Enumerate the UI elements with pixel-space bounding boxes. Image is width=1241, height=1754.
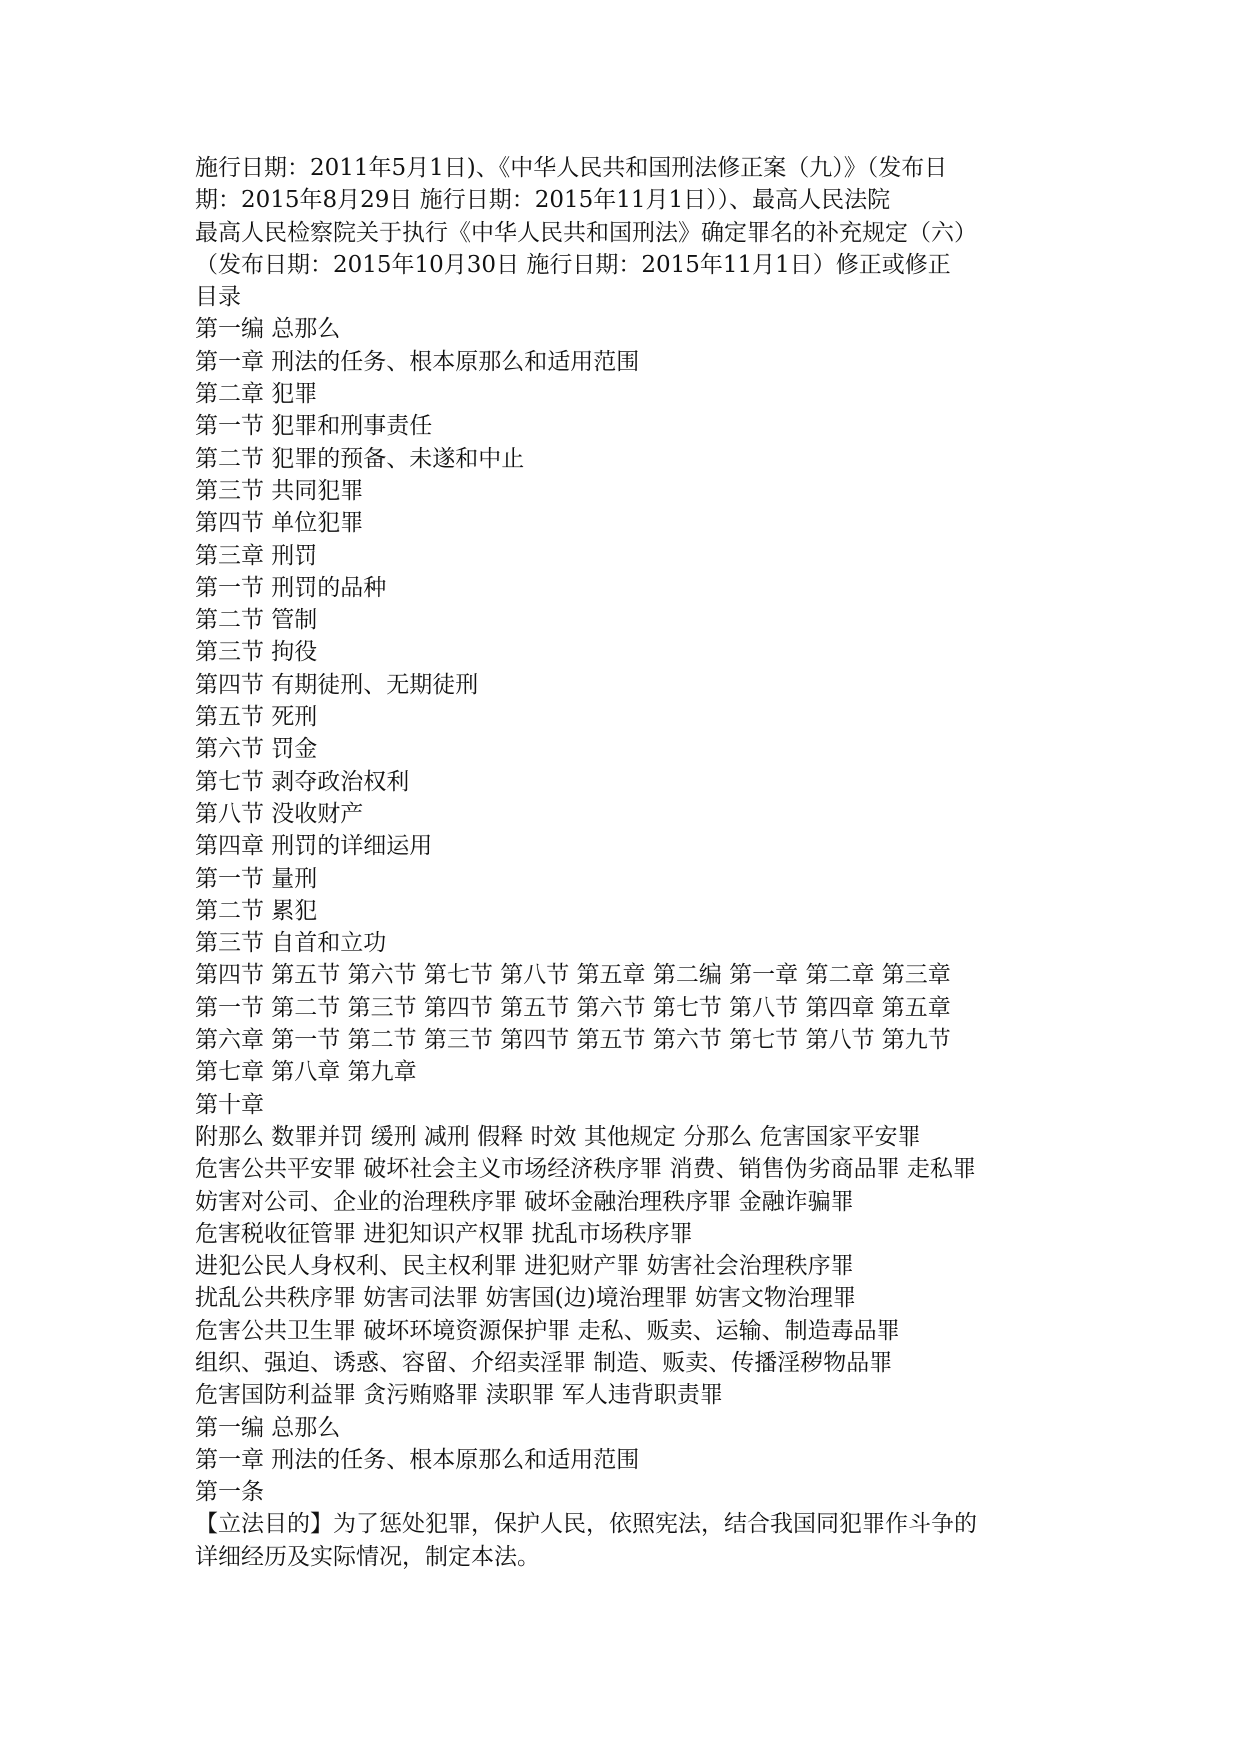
toc-item: 附那么 数罪并罚 缓刑 减刑 假释 时效 其他规定 分那么 危害国家平安罪: [195, 1123, 921, 1150]
toc-item: 第二节 管制: [195, 607, 318, 634]
toc-item: 妨害对公司、企业的治理秩序罪 破坏金融治理秩序罪 金融诈骗罪: [195, 1188, 854, 1215]
toc-item: 第五节 死刑: [195, 704, 318, 731]
toc-item: 第一章 刑法的任务、根本原那么和适用范围: [195, 348, 640, 375]
document-body: [195, 152, 1075, 1573]
article-heading: 第一条: [195, 1479, 264, 1506]
toc-item: 第一节 刑罚的品种: [195, 574, 387, 601]
toc-item: 组织、强迫、诱惑、容留、介绍卖淫罪 制造、贩卖、传播淫秽物品罪: [195, 1349, 893, 1376]
toc-item: 危害公共卫生罪 破坏环境资源保护罪 走私、贩卖、运输、制造毒品罪: [195, 1317, 900, 1344]
text-line: 最高人民检察院关于执行《中华人民共和国刑法》确定罪名的补充规定（六）: [195, 219, 977, 246]
toc-item: 第三节 拘役: [195, 639, 318, 666]
toc-item: 第七章 第八章 第九章: [195, 1059, 417, 1086]
toc-item: 第十章: [195, 1091, 264, 1118]
toc-item: 第二节 累犯: [195, 897, 318, 924]
text-line: 期：2015年8月29日 施行日期：2015年11月1日））、最高人民法院: [195, 187, 891, 214]
toc-item: 第三章 刑罚: [195, 542, 318, 569]
toc-item: 第七节 剥夺政治权利: [195, 768, 410, 795]
toc-item: 第二章 犯罪: [195, 381, 318, 408]
toc-item: 第二节 犯罪的预备、未遂和中止: [195, 445, 525, 472]
text-line: 施行日期：2011年5月1日)、《中华人民共和国刑法修正案（九）》（发布日: [195, 155, 948, 181]
toc-item: 第四章 刑罚的详细运用: [195, 833, 433, 860]
toc-item: 第四节 单位犯罪: [195, 510, 364, 537]
text-line: （发布日期：2015年10月30日 施行日期：2015年11月1日）修正或修正: [195, 251, 951, 278]
toc-item: 第一节 犯罪和刑事责任: [195, 413, 433, 440]
article-text: 详细经历及实际情况，制定本法。: [195, 1543, 540, 1570]
toc-item: 进犯公民人身权利、民主权利罪 进犯财产罪 妨害社会治理秩序罪: [195, 1253, 854, 1280]
toc-item: 第八节 没收财产: [195, 800, 364, 827]
toc-item: 扰乱公共秩序罪 妨害司法罪 妨害国(边)境治理罪 妨害文物治理罪: [195, 1285, 856, 1312]
toc-heading: 目录: [195, 284, 241, 311]
article-text: 【立法目的】为了惩处犯罪，保护人民，依照宪法，结合我国同犯罪作斗争的: [195, 1511, 977, 1538]
toc-item: 第六节 罚金: [195, 736, 318, 763]
section-heading: 第一编 总那么: [195, 1414, 341, 1441]
toc-item: 第六章 第一节 第二节 第三节 第四节 第五节 第六节 第七节 第八节 第九节: [195, 1027, 951, 1054]
chapter-heading: 第一章 刑法的任务、根本原那么和适用范围: [195, 1446, 640, 1473]
toc-item: 第一编 总那么: [195, 316, 341, 343]
toc-item: 第四节 有期徒刑、无期徒刑: [195, 671, 479, 698]
toc-item: 第一节 量刑: [195, 865, 318, 892]
toc-item: 第一节 第二节 第三节 第四节 第五节 第六节 第七节 第八节 第四章 第五章: [195, 994, 951, 1021]
toc-item: 第四节 第五节 第六节 第七节 第八节 第五章 第二编 第一章 第二章 第三章: [195, 962, 951, 989]
toc-item: 危害税收征管罪 进犯知识产权罪 扰乱市场秩序罪: [195, 1220, 693, 1247]
toc-item: 第三节 自首和立功: [195, 930, 387, 957]
toc-item: 危害公共平安罪 破坏社会主义市场经济秩序罪 消费、销售伪劣商品罪 走私罪: [195, 1156, 976, 1183]
toc-item: 危害国防利益罪 贪污贿赂罪 渎职罪 军人违背职责罪: [195, 1382, 723, 1409]
toc-item: 第三节 共同犯罪: [195, 477, 364, 504]
